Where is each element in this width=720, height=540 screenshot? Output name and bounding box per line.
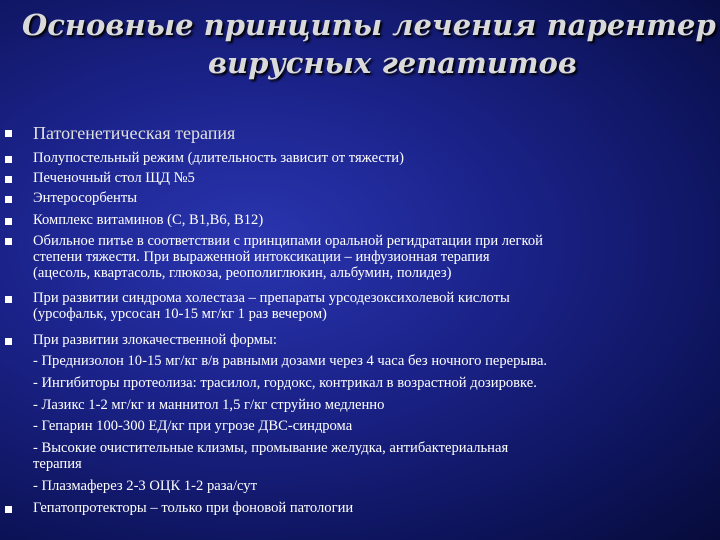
list-item: Энтеросорбенты	[33, 190, 138, 206]
sub-item: - Гепарин 100-300 ЕД/кг при угрозе ДВС-синдрома	[33, 418, 353, 434]
list-item-continuation: степени тяжести. При выраженной интоксикации – инфузионная терапия	[33, 249, 490, 265]
bullet-square-icon	[5, 506, 12, 513]
bullet-square-icon	[5, 238, 12, 245]
sub-item: - Ингибиторы протеолиза: трасилол, гордокс, контрикал в возрастной дозировке.	[33, 375, 537, 391]
bullet-square-icon	[5, 196, 12, 203]
list-item: Гепатопротекторы – только при фоновой патологии	[33, 500, 354, 516]
list-item: Комплекс витаминов (С, В1,В6, В12)	[33, 212, 264, 228]
sub-item: - Плазмаферез 2-3 ОЦК 1-2 раза/сут	[33, 478, 257, 494]
list-item: Обильное питье в соответствии с принципами оральной регидратации при легкой	[33, 233, 543, 249]
sub-item-continuation: терапия	[33, 456, 82, 472]
bullet-square-icon	[5, 338, 12, 345]
list-item-continuation: (урсофальк, урсосан 10-15 мг/кг 1 раз вечером)	[33, 306, 327, 322]
sub-item: - Преднизолон 10-15 мг/кг в/в равными дозами через 4 часа без ночного перерыва.	[33, 353, 548, 369]
bullet-square-icon	[5, 130, 12, 137]
bullet-square-icon	[5, 218, 12, 225]
list-item: Печеночный стол ЩД №5	[33, 170, 195, 186]
list-item-continuation: (ацесоль, квартасоль, глюкоза, реополиглюкин, альбумин, полидез)	[33, 265, 452, 281]
slide-title-line-1: Основные принципы лечения парентер	[22, 8, 716, 42]
slide-title-line-2: вирусных гепатитов	[208, 46, 577, 80]
list-item: При развитии злокачественной формы:	[33, 332, 277, 348]
list-item: При развитии синдрома холестаза – препараты урсодезоксихолевой кислоты	[33, 290, 510, 306]
bullet-square-icon	[5, 176, 12, 183]
bullet-square-icon	[5, 156, 12, 163]
sub-item: - Высокие очистительные клизмы, промывание желудка, антибактериальная	[33, 440, 509, 456]
section-heading: Патогенетическая терапия	[33, 123, 236, 143]
bullet-square-icon	[5, 296, 12, 303]
list-item: Полупостельный режим (длительность зависит от тяжести)	[33, 150, 404, 166]
sub-item: - Лазикс 1-2 мг/кг и маннитол 1,5 г/кг струйно медленно	[33, 397, 385, 413]
